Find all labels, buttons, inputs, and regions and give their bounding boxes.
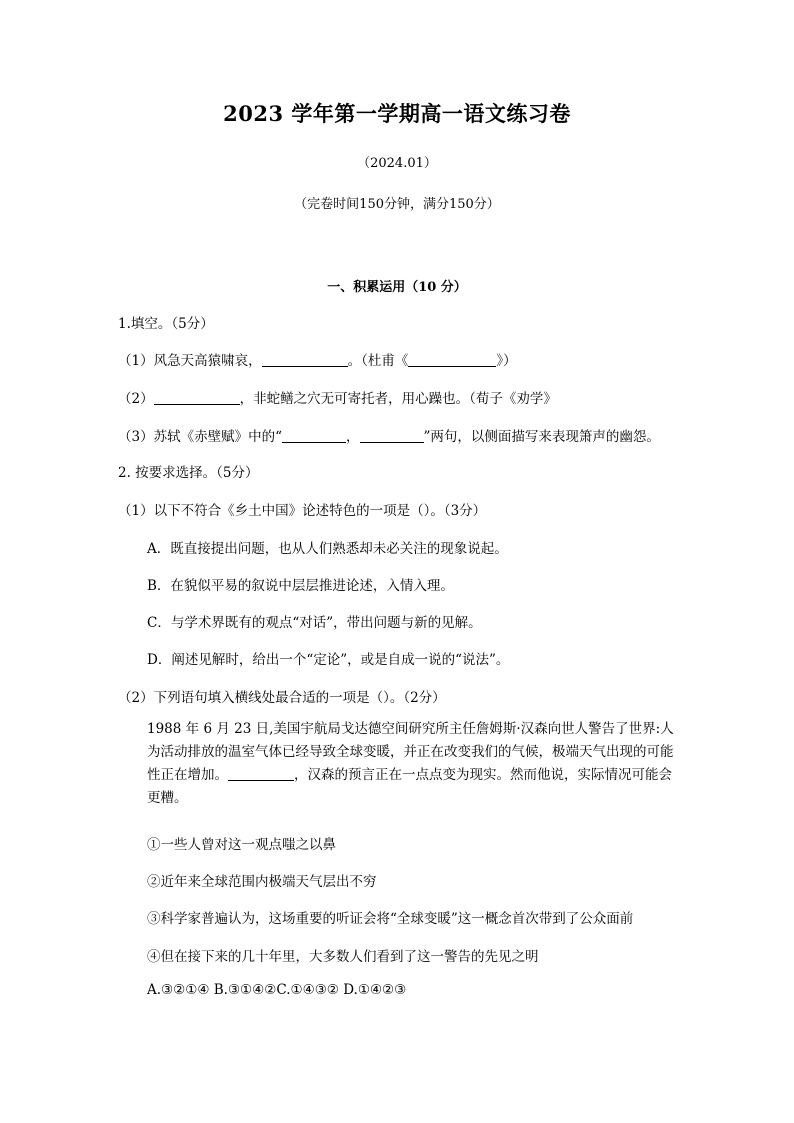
item-1-text-c: 》）	[496, 353, 517, 369]
option-b: B．在貌似平易的叙说中层层推进论述，入情入理。	[147, 578, 454, 594]
item-3-text-b: ，	[346, 429, 360, 445]
passage-text-b: ，汉森的预言正在一点点变为现实。然而他说，实际情况可能会更糟。	[147, 767, 672, 806]
item-1-text-a: （1）风急天高猿啸哀，	[118, 353, 262, 369]
item-1-text-b: 。（杜甫《	[347, 353, 409, 369]
answer-blank[interactable]	[282, 428, 346, 443]
option-d: D．阐述见解时，给出一个“定论”，或是自成一说的“说法”。	[147, 652, 510, 668]
answer-blank[interactable]	[408, 352, 496, 367]
exam-date: （2024.01）	[357, 156, 437, 171]
answer-blank[interactable]	[262, 352, 348, 367]
item-3-text-c: ”两句，以侧面描写来表现箫声的幽怨。	[423, 429, 660, 445]
exam-title: 2023 学年第一学期高一语文练习卷	[223, 101, 571, 126]
sentence-2: ②近年来全球范围内极端天气层出不穷	[147, 874, 377, 890]
sentence-1: ①一些人曾对这一观点嗤之以鼻	[147, 837, 336, 853]
exam-duration: （完卷时间150分钟，满分150分）	[294, 197, 500, 212]
item-3-text-a: （3）苏轼《赤壁赋》中的“	[118, 429, 282, 445]
sentence-4: ④但在接下来的几十年里，大多数人们看到了这一警告的先见之明	[147, 949, 539, 965]
answer-blank[interactable]	[360, 428, 424, 443]
question-1-item-2	[118, 387, 557, 407]
answer-blank[interactable]	[228, 766, 294, 781]
answer-choices: A.③②①④ B.③①④②C.①④③② D.①④②③	[147, 982, 407, 998]
option-a: A．既直接提出问题，也从人们熟悉却未必关注的现象说起。	[147, 541, 508, 557]
question-2-sub-2: （2）下列语句填入横线处最合适的一项是（）。（2分）	[118, 690, 446, 706]
section-heading: 一、积累运用（10 分）	[327, 280, 467, 295]
question-2-stem: 2. 按要求选择。（5分）	[118, 465, 259, 481]
item-2-text-a: （2）	[118, 391, 154, 407]
answer-blank[interactable]	[154, 390, 240, 405]
question-2-sub-1: （1）以下不符合《乡土中国》论述特色的一项是（）。（3分）	[118, 503, 487, 519]
question-1-item-3	[118, 425, 660, 445]
passage-text-a: 1988 年 6 月 23 日,美国宇航局戈达德空间研究所主任詹姆斯·汉森向世人警告了世界:人为活动排放的温室气体已经导致全球变暖，并正在改变我们的气候，极端天气出现的可能性正在增加。	[147, 721, 674, 783]
passage	[147, 718, 677, 810]
item-2-text-b: ，非蛇鳝之穴无可寄托者，用心躁也。（荀子《劝学》	[239, 391, 557, 407]
sentence-3: ③科学家普遍认为，这场重要的听证会将“全球变暖”这一概念首次带到了公众面前	[147, 911, 634, 927]
option-c: C．与学术界既有的观点“对话”，带出问题与新的见解。	[147, 615, 482, 631]
question-1-stem: 1.填空。（5分）	[118, 316, 214, 332]
question-1-item-1	[118, 349, 517, 369]
